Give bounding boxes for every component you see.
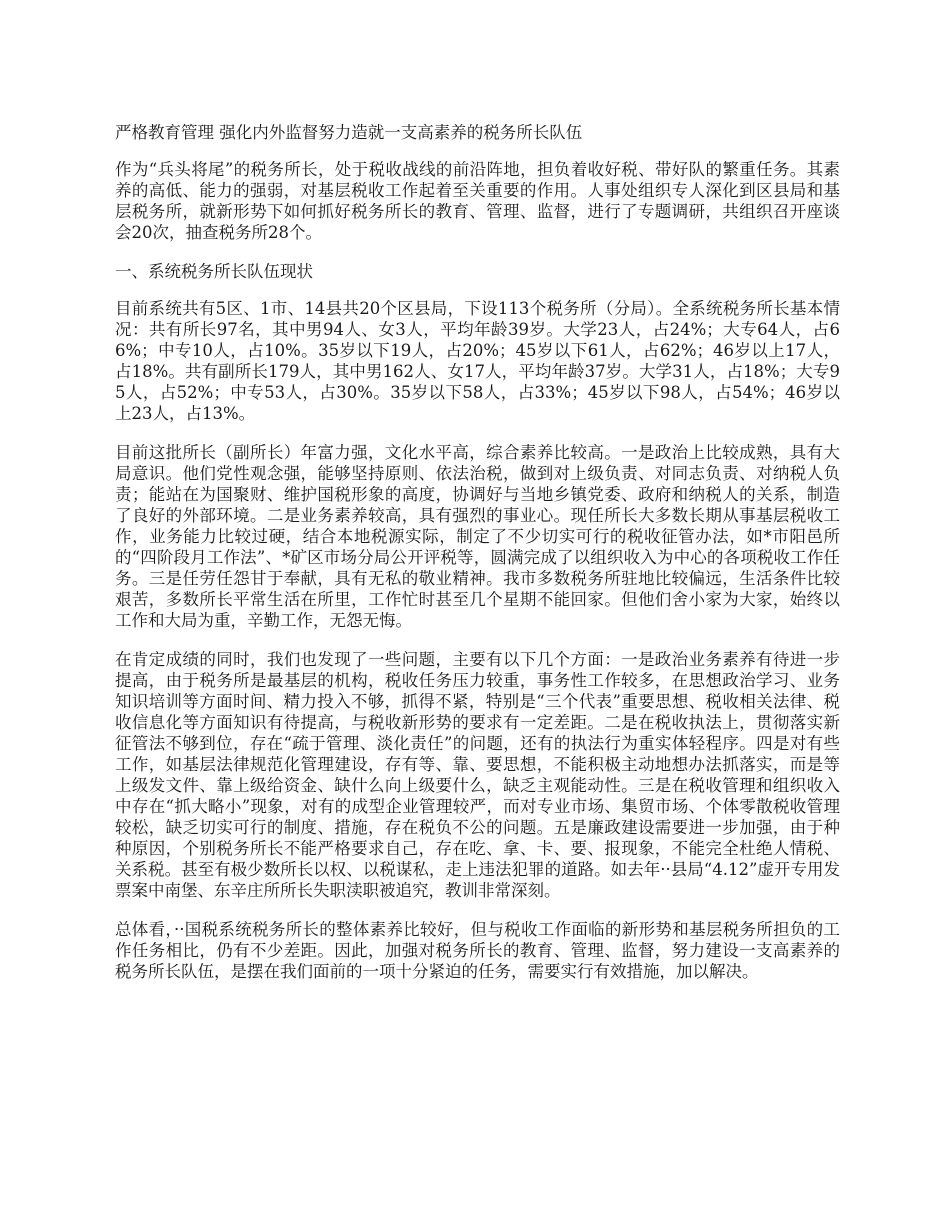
document-page	[115, 122, 840, 1000]
body-paragraph-3: 在肯定成绩的同时，我们也发现了一些问题，主要有以下几个方面：一是政治业务素养有待进一步提高，由于税务所是最基层的机构，税收任务压力较重，事务性工作较多，在思想政治学习、业务知识培训等方面时间、精力投入不够，抓得不紧，特别是“三个代表”重要思想、税收相关法律、税收信息化等方面知识有待提高，与税收新形势的要求有一定差距。二是在税收执法上，贯彻落实新征管法不够到位，存在“疏于管理、淡化责任”的问题，还有的执法行为重实体轻程序。四是对有些工作，如基层法律规范化管理建设，存有等、靠、要思想，不能积极主动地想办法抓落实，而是等上级发文件、靠上级给资金、缺什么向上级要什么，缺乏主观能动性。三是在税收管理和组织收入中存在“抓大略小”现象，对有的成型企业管理较严，而对专业市场、集贸市场、个体零散税收管理较松，缺乏切实可行的制度、措施，存在税负不公的问题。五是廉政建设需要进一步加强，由于种种原因，个别税务所长不能严格要求自己，存在吃、拿、卡、要、报现象，不能完全杜绝人情税、关系税。甚至有极少数所长以权、以税谋私，走上违法犯罪的道路。如去年··县局“4.12”虚开专用发票案中南堡、东辛庄所所长失职渎职被追究，教训非常深刻。	[115, 650, 840, 900]
body-paragraph-1: 目前系统共有5区、1市、14县共20个区县局，下设113个税务所（分局）。全系统税务所长基本情况：共有所长97名，其中男94人、女3人，平均年龄39岁。大学23人，占24%；大专64人，占66%；中专10人，占10%。35岁以下19人，占20%；45岁以下61人，占62%；46岁以上17人，占18%。共有副所长179人，其中男162人、女17人，平均年龄37岁。大学31人，占18%；大专95人，占52%；中专53人，占30%。35岁以下58人，占33%；45岁以下98人，占54%；46岁以上23人，占13%。	[115, 299, 840, 423]
section-heading: 一、系统税务所长队伍现状	[115, 262, 313, 281]
body-paragraph-4: 总体看，··国税系统税务所长的整体素养比较好，但与税收工作面临的新形势和基层税务所担负的工作任务相比，仍有不少差距。因此，加强对税务所长的教育、管理、监督，努力建设一支高素养的税务所长队伍，是摆在我们面前的一项十分紧迫的任务，需要实行有效措施，加以解决。	[115, 920, 840, 981]
body-paragraph-2: 目前这批所长（副所长）年富力强，文化水平高，综合素养比较高。一是政治上比较成熟，具有大局意识。他们党性观念强，能够坚持原则、依法治税，做到对上级负责、对同志负责、对纳税人负责；能站在为国聚财、维护国税形象的高度，协调好与当地乡镇党委、政府和纳税人的关系，制造了良好的外部环境。二是业务素养较高，具有强烈的事业心。现任所长大多数长期从事基层税收工作，业务能力比较过硬，结合本地税源实际，制定了不少切实可行的税收征管办法，如*市阳邑所的“四阶段月工作法”、*矿区市场分局公开评税等，圆满完成了以组织收入为中心的各项税收工作任务。三是任劳任怨甘于奉献，具有无私的敬业精神。我市多数税务所驻地比较偏远，生活条件比较艰苦，多数所长平常生活在所里，工作忙时甚至几个星期不能回家。但他们舍小家为大家，始终以工作和大局为重，辛勤工作，无怨无悔。	[115, 443, 840, 630]
document-title: 严格教育管理 强化内外监督努力造就一支高素养的税务所长队伍	[115, 123, 583, 142]
intro-paragraph: 作为“兵头将尾”的税务所长，处于税收战线的前沿阵地，担负着收好税、带好队的繁重任务。其素养的高低、能力的强弱，对基层税收工作起着至关重要的作用。人事处组织专人深化到区县局和基层税务所，就新形势下如何抓好税务所长的教育、管理、监督，进行了专题调研，共组织召开座谈会20次，抽查税务所28个。	[115, 160, 840, 242]
